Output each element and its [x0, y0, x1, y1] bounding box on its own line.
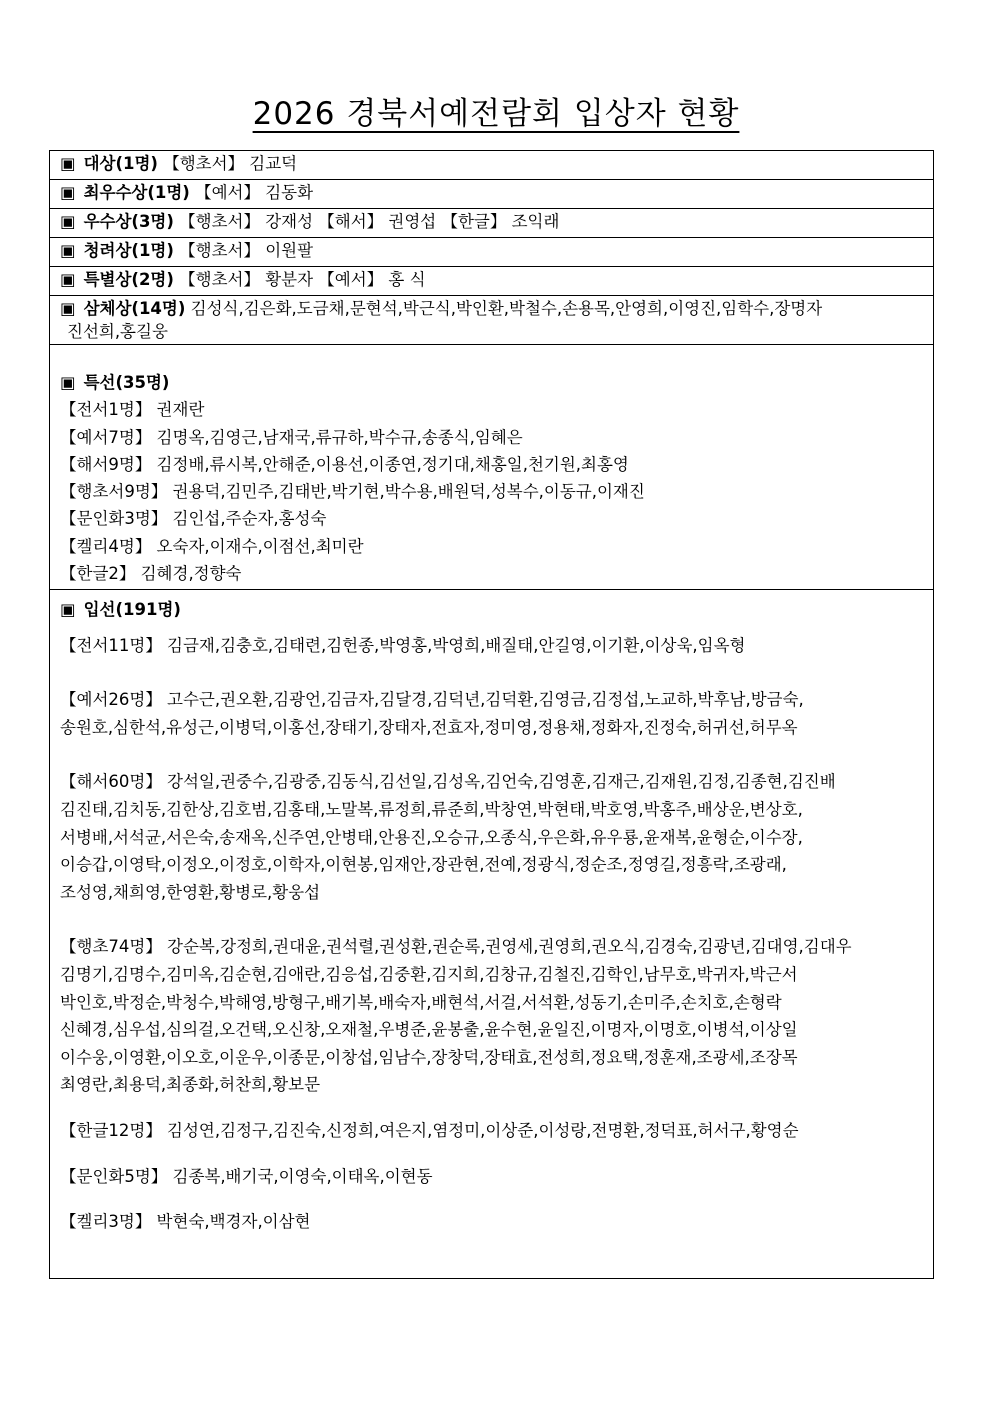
award-winners: 【행초서】 황분자 【예서】 홍 식	[179, 270, 426, 289]
list-item: 【전서11명】 김금재,김충호,김태련,김헌종,박영홍,박영희,배질태,안길영,이기환,이상욱,임옥형	[60, 635, 746, 655]
award-row-choeusu	[50, 180, 933, 209]
award-row-teukbyeol	[50, 267, 933, 296]
list-item: 김명기,김명수,김미옥,김순현,김애란,김응섭,김중환,김지희,김창규,김철진,김학인,남무호,박귀자,박근서	[60, 964, 798, 984]
award-winners: 【예서】 김동화	[195, 183, 314, 202]
list-item: 【한글2】 김혜경,정향숙	[60, 564, 242, 584]
ipseon-section	[50, 590, 933, 1236]
marker-icon: ▣	[60, 299, 76, 318]
award-rank: 청려상(1명)	[83, 241, 174, 260]
list-item: 【한글12명】 김성연,김정구,김진숙,신정희,여은지,염정미,이상준,이성랑,전명환,정덕표,허서구,황영순	[60, 1120, 799, 1140]
award-winners-cont: 진선희,홍길웅	[67, 322, 168, 341]
marker-icon: ▣	[60, 270, 76, 289]
marker-icon: ▣	[60, 154, 76, 173]
award-row-daesang	[50, 151, 933, 180]
list-item: 김진태,김치동,김한상,김호범,김홍태,노말복,류정희,류준희,박창연,박현태,박호영,박홍주,배상운,변상호,	[60, 799, 803, 819]
list-item: 【문인화5명】 김종복,배기국,이영숙,이태옥,이현동	[60, 1166, 433, 1186]
award-rank: 특별상(2명)	[83, 270, 174, 289]
section-heading: 특선(35명)	[83, 373, 170, 392]
document-title: 2026 경북서예전람회 입상자 현황	[252, 96, 740, 132]
list-item: 송원호,심한석,유성근,이병덕,이홍선,장태기,장태자,전효자,정미영,정용채,정화자,진정숙,허귀선,허무옥	[60, 717, 798, 737]
award-winners: 김성식,김은화,도금채,문현석,박근식,박인환,박철수,손용목,안영희,이영진,임학수,장명자	[190, 299, 823, 318]
award-row-samche	[50, 296, 933, 345]
marker-icon: ▣	[60, 212, 76, 231]
list-item: 【문인화3명】 김인섭,주순자,홍성숙	[60, 509, 327, 529]
award-rank: 우수상(3명)	[83, 212, 174, 231]
teukseon-section	[50, 345, 933, 590]
marker-icon: ▣	[60, 373, 76, 392]
list-item: 【행초서9명】 권용덕,김민주,김태반,박기현,박수용,배원덕,성복수,이동규,이재진	[60, 482, 645, 502]
award-rank: 대상(1명)	[83, 154, 158, 173]
list-item: 【해서9명】 김정배,류시복,안해준,이용선,이종연,정기대,채홍일,천기원,최홍영	[60, 454, 629, 474]
list-item: 【전서1명】 권재란	[60, 400, 205, 420]
list-item: 【예서7명】 김명옥,김영근,남재국,류규하,박수규,송종식,임혜은	[60, 427, 523, 447]
list-item: 박인호,박정순,박청수,박해영,방형구,배기복,배숙자,배현석,서걸,서석환,성동기,손미주,손치호,손형락	[60, 992, 782, 1012]
list-item: 【켈리3명】 박현숙,백경자,이삼현	[60, 1212, 311, 1232]
marker-icon: ▣	[60, 183, 76, 202]
section-heading: 입선(191명)	[83, 600, 181, 619]
list-item: 서병배,서석균,서은숙,송재옥,신주연,안병태,안용진,오승규,오종식,우은화,유우룡,윤재복,윤형순,이수장,	[60, 827, 803, 847]
list-item: 【켈리4명】 오숙자,이재수,이점선,최미란	[60, 536, 364, 556]
list-item: 최영란,최용덕,최종화,허찬희,황보문	[60, 1075, 321, 1095]
list-item: 【해서60명】 강석일,권중수,김광중,김동식,김선일,김성옥,김언숙,김영훈,김재근,김재원,김정,김종현,김진배	[60, 772, 836, 792]
award-row-usu	[50, 209, 933, 238]
list-item: 조성영,채희영,한영환,황병로,황웅섭	[60, 882, 321, 902]
award-row-cheongryeo	[50, 238, 933, 267]
award-winners: 【행초서】 강재성 【해서】 권영섭 【한글】 조익래	[179, 212, 560, 231]
marker-icon: ▣	[60, 241, 76, 260]
awards-table	[49, 150, 934, 1279]
list-item: 이승갑,이영탁,이정오,이정호,이학자,이현봉,임재안,장관현,전예,정광식,정순조,정영길,정흥락,조광래,	[60, 855, 787, 875]
marker-icon: ▣	[60, 600, 76, 619]
award-winners: 【행초서】 김교덕	[163, 154, 298, 173]
list-item: 신혜경,심우섭,심의걸,오건택,오신창,오재철,우병준,윤봉출,윤수현,윤일진,이명자,이명호,이병석,이상일	[60, 1020, 798, 1040]
list-item: 【행초74명】 강순복,강정희,권대윤,권석렬,권성환,권순록,권영세,권영희,권오식,김경숙,김광년,김대영,김대우	[60, 937, 852, 957]
list-item: 【예서26명】 고수근,권오환,김광언,김금자,김달경,김덕년,김덕환,김영금,김정섭,노교하,박후남,방금숙,	[60, 690, 804, 710]
award-winners: 【행초서】 이원팔	[179, 241, 314, 260]
list-item: 이수웅,이영환,이오호,이운우,이종문,이창섭,임남수,장창덕,장태효,전성희,정요택,정훈재,조광세,조장목	[60, 1047, 798, 1067]
award-rank: 삼체상(14명)	[83, 299, 186, 318]
award-rank: 최우수상(1명)	[83, 183, 190, 202]
